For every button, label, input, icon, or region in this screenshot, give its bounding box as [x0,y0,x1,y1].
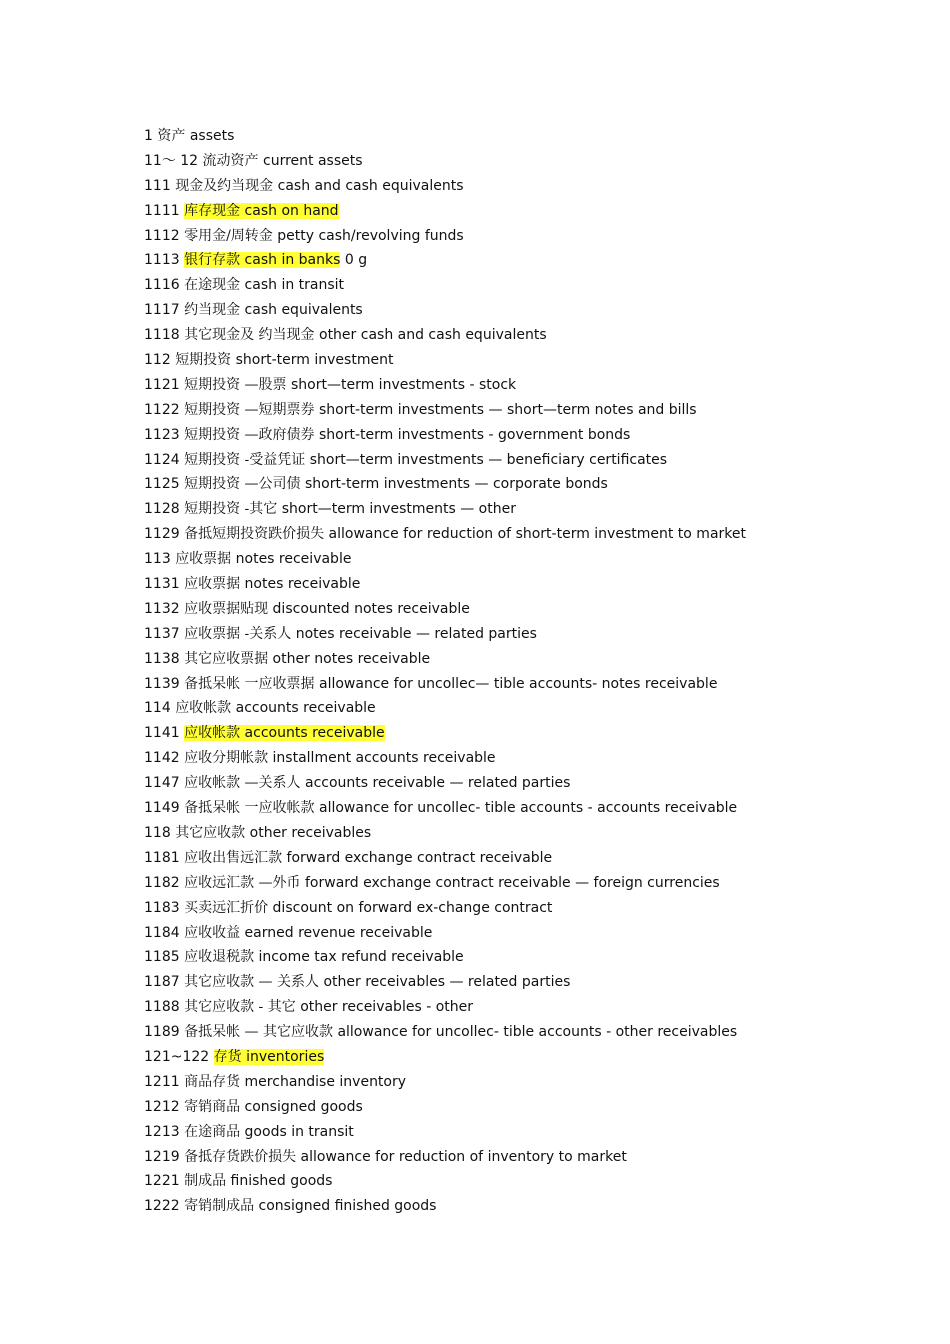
english-term: other receivables - other [300,999,473,1016]
highlighted-account-label [184,252,340,268]
chinese-term: 备抵呆帐 一应收帐款 [184,800,315,817]
account-line [144,672,924,697]
account-line [144,1095,924,1120]
chinese-term: 在途商品 [184,1123,241,1140]
account-line [144,448,924,473]
english-term: consigned goods [244,1098,363,1115]
account-line [144,995,924,1020]
english-term: forward exchange contract receivable [286,849,553,866]
account-code: 1137 [144,625,180,642]
account-line [144,721,924,746]
english-term: cash and cash equivalents [277,177,464,194]
account-line [144,248,924,273]
chinese-term: 约当现金 [184,302,241,319]
account-line [144,597,924,622]
chinese-term: 短期投资 —股票 [184,376,287,393]
chinese-term: 应收分期帐款 [184,750,269,767]
account-line [144,149,924,174]
account-label [175,700,376,716]
account-label [184,775,570,791]
english-term: short—term investments — beneficiary certificates [309,451,668,468]
account-code: 1184 [144,924,180,941]
account-line [144,323,924,348]
english-term: allowance for uncollec— tible accounts- notes receivable [319,675,718,692]
account-label [184,526,746,542]
english-term: goods in transit [244,1123,354,1140]
account-code: 1112 [144,227,180,244]
english-term: finished goods [230,1173,333,1190]
account-code: 1 [144,128,153,144]
highlighted-account-label [184,725,385,741]
english-term: short—term investments - stock [291,376,517,393]
account-code: 1187 [144,974,180,991]
chinese-term: 寄销商品 [184,1098,241,1115]
chinese-term: 应收票据 [175,551,232,568]
chinese-term: 短期投资 -受益凭证 [184,451,306,468]
account-code: 1139 [144,675,180,692]
chinese-term: 短期投资 —短期票券 [184,401,315,418]
chinese-term: 其它应收款 [175,824,246,841]
english-term: short-term investment [235,352,394,369]
account-code: 121~122 [144,1048,210,1065]
chinese-term: 买卖远汇折价 [184,899,269,916]
english-term: allowance for uncollec- tible accounts - other receivables [337,1024,738,1041]
english-term: notes receivable — related parties [295,625,537,642]
chinese-term: 存货 [213,1048,242,1065]
account-line [144,199,924,224]
account-code: 1141 [144,725,180,742]
chinese-term: 短期投资 [175,352,232,369]
english-term: other receivables — related parties [323,974,571,991]
account-line [144,497,924,522]
english-term: inventories [246,1048,325,1065]
account-code: 1122 [144,401,180,418]
account-line [144,124,924,149]
english-term: short-term investments — corporate bonds [305,476,608,493]
chinese-term: 备抵呆帐 — 其它应收款 [184,1024,333,1041]
english-term: cash in banks [244,252,341,269]
english-term: forward exchange contract receivable — foreign currencies [305,874,720,891]
chinese-term: 应收票据 -关系人 [184,625,292,642]
account-label [184,377,516,393]
english-term: cash on hand [244,202,339,219]
account-code: 1181 [144,849,180,866]
account-code: 111 [144,177,171,194]
chinese-term: 备抵呆帐 一应收票据 [184,675,315,692]
chinese-term: 应收票据 [184,576,241,593]
account-label [184,850,552,866]
account-line [144,572,924,597]
account-label [184,999,473,1015]
english-term: accounts receivable [235,700,376,717]
account-label [175,551,351,567]
account-label [184,1074,406,1090]
english-term: allowance for reduction of inventory to market [300,1148,627,1165]
account-label [184,974,570,990]
english-term: allowance for uncollec- tible accounts - accounts receivable [319,800,738,817]
chinese-term: 应收收益 [184,924,241,941]
chinese-term: 库存现金 [184,202,241,219]
english-term: petty cash/revolving funds [277,227,464,244]
account-code: 112 [144,352,171,369]
english-term: other receivables [249,824,372,841]
account-label [184,501,516,517]
account-code: 1124 [144,451,180,468]
chinese-term: 应收出售远汇款 [184,849,283,866]
account-code: 1183 [144,899,180,916]
english-term: assets [189,128,235,144]
account-code: 1142 [144,750,180,767]
account-code: 1189 [144,1024,180,1041]
chinese-term: 应收远汇款 —外币 [184,874,301,891]
account-code: 1128 [144,501,180,518]
account-label [184,1099,363,1115]
account-line [144,472,924,497]
english-term: other notes receivable [272,650,431,667]
chinese-term: 其它应收票据 [184,650,269,667]
account-label [184,576,360,592]
english-term: cash in transit [244,277,345,294]
account-line [144,174,924,199]
account-code: 1121 [144,376,180,393]
account-label [184,427,630,443]
account-label [184,402,697,418]
account-label [175,352,393,368]
chinese-term: 应收帐款 [175,700,232,717]
chinese-term: 应收帐款 —关系人 [184,775,301,792]
english-term: merchandise inventory [244,1073,407,1090]
account-label [184,949,464,965]
account-label [184,476,608,492]
account-line [144,1145,924,1170]
account-code: 1117 [144,302,180,319]
account-line [144,821,924,846]
chinese-term: 商品存货 [184,1073,241,1090]
account-line [144,423,924,448]
account-label [175,178,463,194]
chinese-term: 资产 [157,128,186,144]
chinese-term: 备抵短期投资跌价损失 [184,526,325,543]
english-term: current assets [263,152,363,169]
english-term: short—term investments — other [281,501,516,518]
english-term: short-term investments - government bonds [319,426,631,443]
account-label [184,925,432,941]
account-code: 1211 [144,1073,180,1090]
account-code: 1125 [144,476,180,493]
account-code: 1212 [144,1098,180,1115]
account-code: 1129 [144,526,180,543]
account-label [184,875,720,891]
chinese-term: 零用金/周转金 [184,227,273,244]
account-line [144,846,924,871]
account-label [184,676,717,692]
account-line [144,622,924,647]
account-label [184,626,537,642]
account-code: 1188 [144,999,180,1016]
account-line [144,348,924,373]
account-label [184,601,470,617]
account-label [184,1149,627,1165]
account-code: 1111 [144,202,180,219]
chinese-term: 在途现金 [184,277,241,294]
english-term: notes receivable [235,551,352,568]
account-line [144,1194,924,1219]
english-term: other cash and cash equivalents [319,327,547,344]
english-term: income tax refund receivable [258,949,464,966]
account-line [144,796,924,821]
account-label [184,277,344,293]
account-code: 1116 [144,277,180,294]
highlighted-account-label [184,203,338,219]
account-label [184,228,464,244]
chinese-term: 寄销制成品 [184,1198,255,1215]
english-term: accounts receivable — related parties [305,775,571,792]
chinese-term: 制成品 [184,1173,227,1190]
account-code: 1149 [144,800,180,817]
account-label [184,750,495,766]
account-line [144,647,924,672]
account-label [184,900,552,916]
account-code: 1185 [144,949,180,966]
account-code: 1138 [144,650,180,667]
account-code: 1221 [144,1173,180,1190]
account-list [144,124,924,1219]
account-line [144,298,924,323]
account-line [144,1120,924,1145]
english-term: short-term investments — short—term notes and bills [319,401,697,418]
account-line [144,746,924,771]
account-label [184,1198,436,1214]
chinese-term: 短期投资 —公司债 [184,476,301,493]
account-code: 1123 [144,426,180,443]
account-line [144,273,924,298]
account-code: 1219 [144,1148,180,1165]
account-code: 113 [144,551,171,568]
chinese-term: 应收票据贴现 [184,600,269,617]
chinese-term: 备抵存货跌价损失 [184,1148,297,1165]
chinese-term: 流动资产 [202,152,259,169]
account-line [144,1045,924,1070]
english-term: notes receivable [244,576,361,593]
english-term: cash equivalents [244,302,363,319]
english-term: discounted notes receivable [272,600,470,617]
account-code: 1147 [144,775,180,792]
account-code: 114 [144,700,171,717]
english-term: earned revenue receivable [244,924,433,941]
account-code: 1182 [144,874,180,891]
line-suffix: 0 g [344,252,368,269]
account-label [184,302,363,318]
account-label [184,1124,354,1140]
english-term: discount on forward ex-change contract [272,899,553,916]
account-line [144,921,924,946]
account-line [144,373,924,398]
highlighted-account-label [214,1049,325,1065]
chinese-term: 现金及约当现金 [175,177,274,194]
account-label [184,800,737,816]
chinese-term: 其它应收款 — 关系人 [184,974,319,991]
account-code: 1222 [144,1198,180,1215]
account-line [144,970,924,995]
account-label [157,128,234,144]
english-term: allowance for reduction of short-term investment to market [328,526,746,543]
chinese-term: 其它现金及 约当现金 [184,327,315,344]
account-line [144,771,924,796]
account-line [144,871,924,896]
account-code: 1132 [144,600,180,617]
account-line [144,1070,924,1095]
account-label [184,452,667,468]
account-line [144,522,924,547]
account-line [144,1169,924,1194]
account-code: 118 [144,824,171,841]
account-line [144,696,924,721]
english-term: consigned finished goods [258,1198,437,1215]
account-label [184,327,547,343]
chinese-term: 其它应收款 - 其它 [184,999,296,1016]
account-label [203,153,363,169]
chinese-term: 应收退税款 [184,949,255,966]
english-term: accounts receivable [244,725,385,742]
account-code: 1118 [144,327,180,344]
account-label [184,651,430,667]
account-code: 1113 [144,252,180,269]
english-term: installment accounts receivable [272,750,496,767]
account-code: 11～ 12 [144,152,199,169]
account-label [184,1024,737,1040]
account-line [144,547,924,572]
account-line [144,1020,924,1045]
account-label [175,825,371,841]
account-line [144,896,924,921]
account-line [144,224,924,249]
chinese-term: 银行存款 [184,252,241,269]
chinese-term: 短期投资 -其它 [184,501,278,518]
account-code: 1131 [144,576,180,593]
account-code: 1213 [144,1123,180,1140]
account-line [144,945,924,970]
account-label [184,1173,332,1189]
chinese-term: 短期投资 —政府债券 [184,426,315,443]
account-line [144,398,924,423]
chinese-term: 应收帐款 [184,725,241,742]
